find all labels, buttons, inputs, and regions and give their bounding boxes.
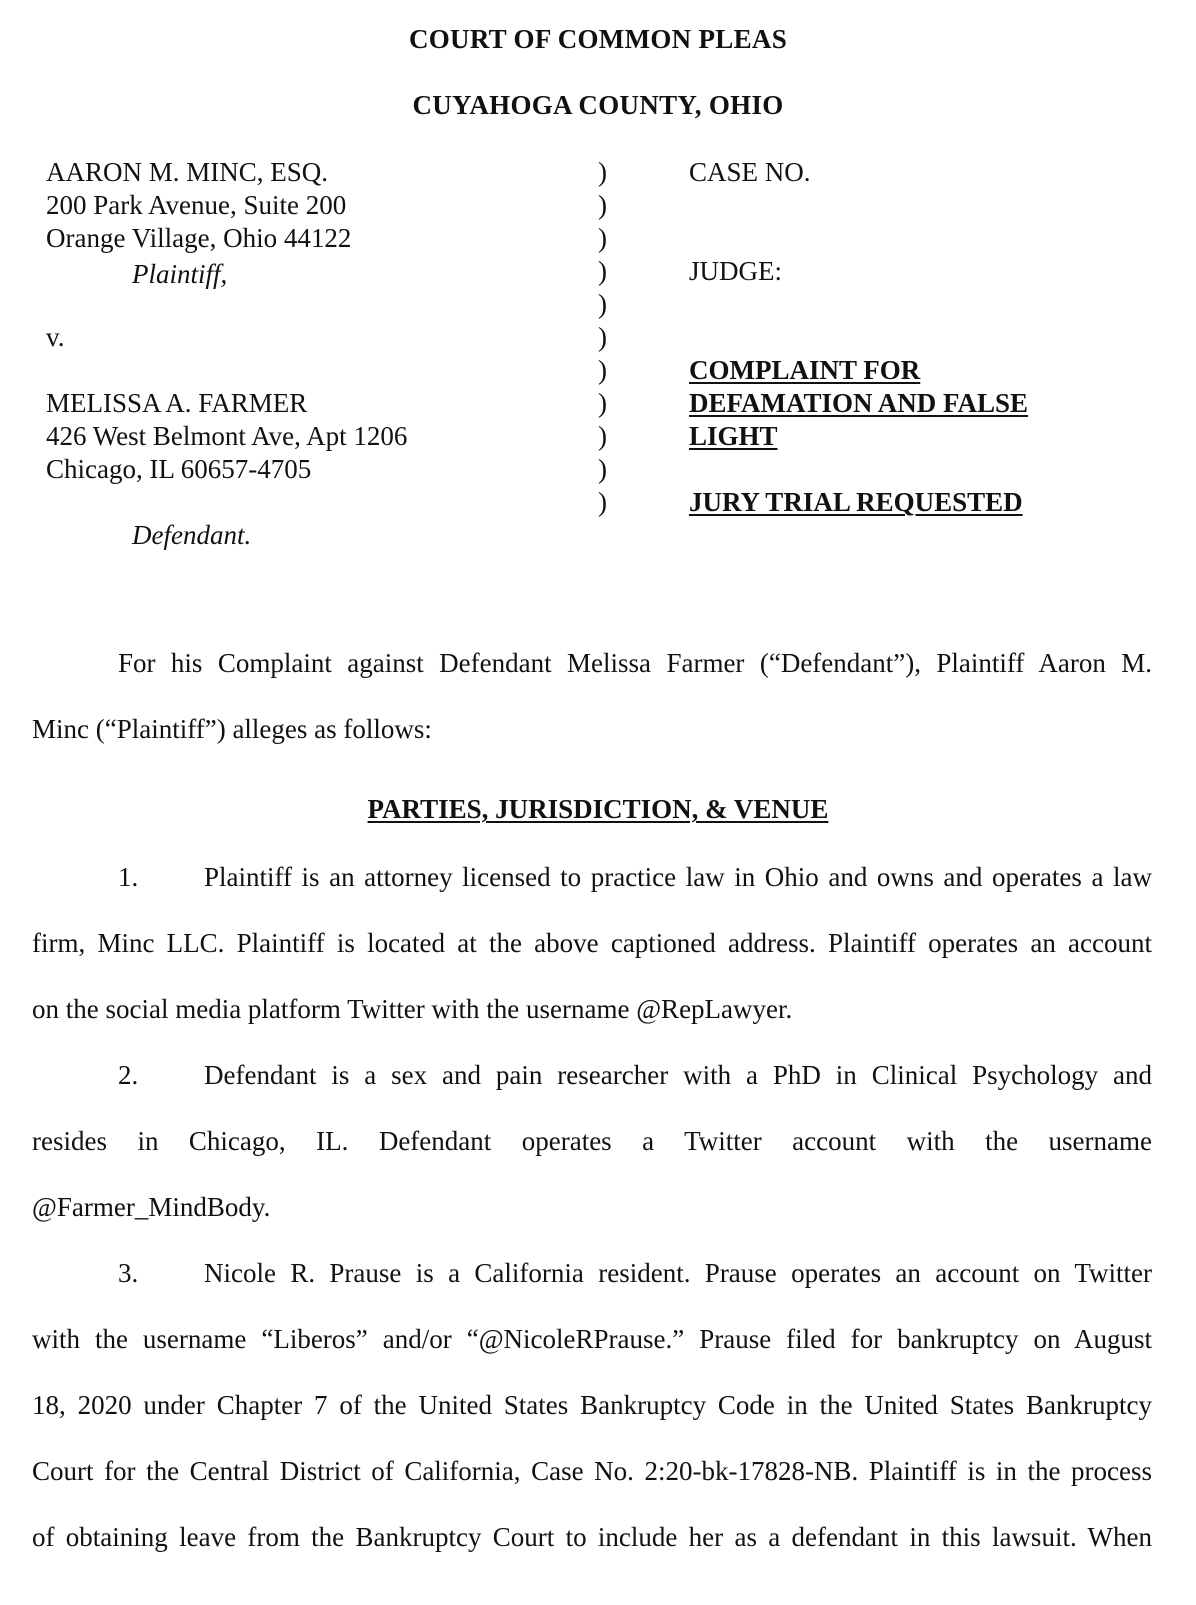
caption-spacer [689, 453, 1159, 486]
caption-parties [46, 156, 566, 552]
intro-line2: Minc (“Plaintiff”) alleges as follows: [32, 714, 432, 744]
paragraph-2-number: 2. [118, 1060, 139, 1090]
caption-spacer [46, 486, 566, 519]
complaint-title-line3: LIGHT [689, 421, 778, 451]
paragraph-3-line2: with the username “Liberos” and/or “@NicoleRPrause.” Prause filed for bankruptcy on August [32, 1324, 1152, 1354]
paragraph-1-number: 1. [118, 862, 139, 892]
paren: ) [598, 256, 607, 286]
county-title: CUYAHOGA COUNTY, OHIO [412, 90, 784, 120]
paragraph-3-line4: Court for the Central District of California, Case No. 2:20-bk-17828-NB. Plaintiff is in the process [32, 1456, 1152, 1486]
paragraph-3-number: 3. [118, 1258, 139, 1288]
caption-spacer [689, 222, 1159, 255]
caption-spacer [689, 189, 1159, 222]
intro-line1 [32, 648, 1152, 684]
paragraph-1-text: Plaintiff is an attorney licensed to practice law in Ohio and owns and operates a law [204, 862, 1152, 892]
defendant-name: MELISSA A. FARMER [46, 388, 308, 418]
paren: ) [598, 157, 607, 187]
paragraph-3-line5: of obtaining leave from the Bankruptcy Court to include her as a defendant in this lawsuit. When [32, 1522, 1152, 1552]
paragraph-3-line1 [32, 1258, 1152, 1294]
caption-spacer [46, 354, 566, 387]
caption-parentheses [598, 156, 618, 519]
jury-trial-requested: JURY TRIAL REQUESTED [689, 487, 1023, 517]
plaintiff-address-line2: Orange Village, Ohio 44122 [46, 223, 352, 253]
defendant-role: Defendant. [132, 520, 252, 550]
paren: ) [598, 421, 607, 451]
complaint-title-line2: DEFAMATION AND FALSE [689, 388, 1029, 418]
paren: ) [598, 454, 607, 484]
caption-spacer [689, 288, 1159, 321]
court-title: COURT OF COMMON PLEAS [408, 24, 788, 54]
paragraph-2-line1 [32, 1060, 1152, 1096]
paragraph-2-text: Defendant is a sex and pain researcher with a PhD in Clinical Psychology and [204, 1060, 1152, 1090]
defendant-address-line1: 426 West Belmont Ave, Apt 1206 [46, 421, 408, 451]
paren: ) [598, 487, 607, 517]
plaintiff-name: AARON M. MINC, ESQ. [46, 157, 329, 187]
defendant-address-line2: Chicago, IL 60657-4705 [46, 454, 312, 484]
caption-spacer [689, 321, 1159, 354]
paren: ) [598, 355, 607, 385]
paren: ) [598, 190, 607, 220]
versus: v. [46, 322, 65, 352]
paragraph-2-line2: resides in Chicago, IL. Defendant operates a Twitter account with the username [32, 1126, 1152, 1156]
judge-label: JUDGE: [689, 256, 782, 286]
paragraph-2-line3: @Farmer_MindBody. [32, 1192, 271, 1222]
plaintiff-role: Plaintiff, [132, 259, 228, 289]
intro-text-1: For his Complaint against Defendant Melissa Farmer (“Defendant”), Plaintiff Aaron M. [118, 648, 1152, 678]
paragraph-3-text: Nicole R. Prause is a California resident. Prause operates an account on Twitter [204, 1258, 1152, 1288]
caption-case-info [689, 156, 1159, 519]
paragraph-1-line2: firm, Minc LLC. Plaintiff is located at the above captioned address. Plaintiff operates an account [32, 928, 1152, 958]
plaintiff-address-line1: 200 Park Avenue, Suite 200 [46, 190, 347, 220]
paren: ) [598, 223, 607, 253]
complaint-title-line1: COMPLAINT FOR [689, 355, 921, 385]
paren: ) [598, 322, 607, 352]
paragraph-3-line3: 18, 2020 under Chapter 7 of the United States Bankruptcy Code in the United States Bankruptcy [32, 1390, 1152, 1420]
case-no-label: CASE NO. [689, 157, 811, 187]
paragraph-1-line1 [32, 862, 1152, 898]
caption-spacer [46, 291, 566, 321]
paren: ) [598, 388, 607, 418]
section-heading: PARTIES, JURISDICTION, & VENUE [367, 794, 829, 824]
paren: ) [598, 289, 607, 319]
paragraph-1-line3: on the social media platform Twitter with the username @RepLawyer. [32, 994, 793, 1024]
